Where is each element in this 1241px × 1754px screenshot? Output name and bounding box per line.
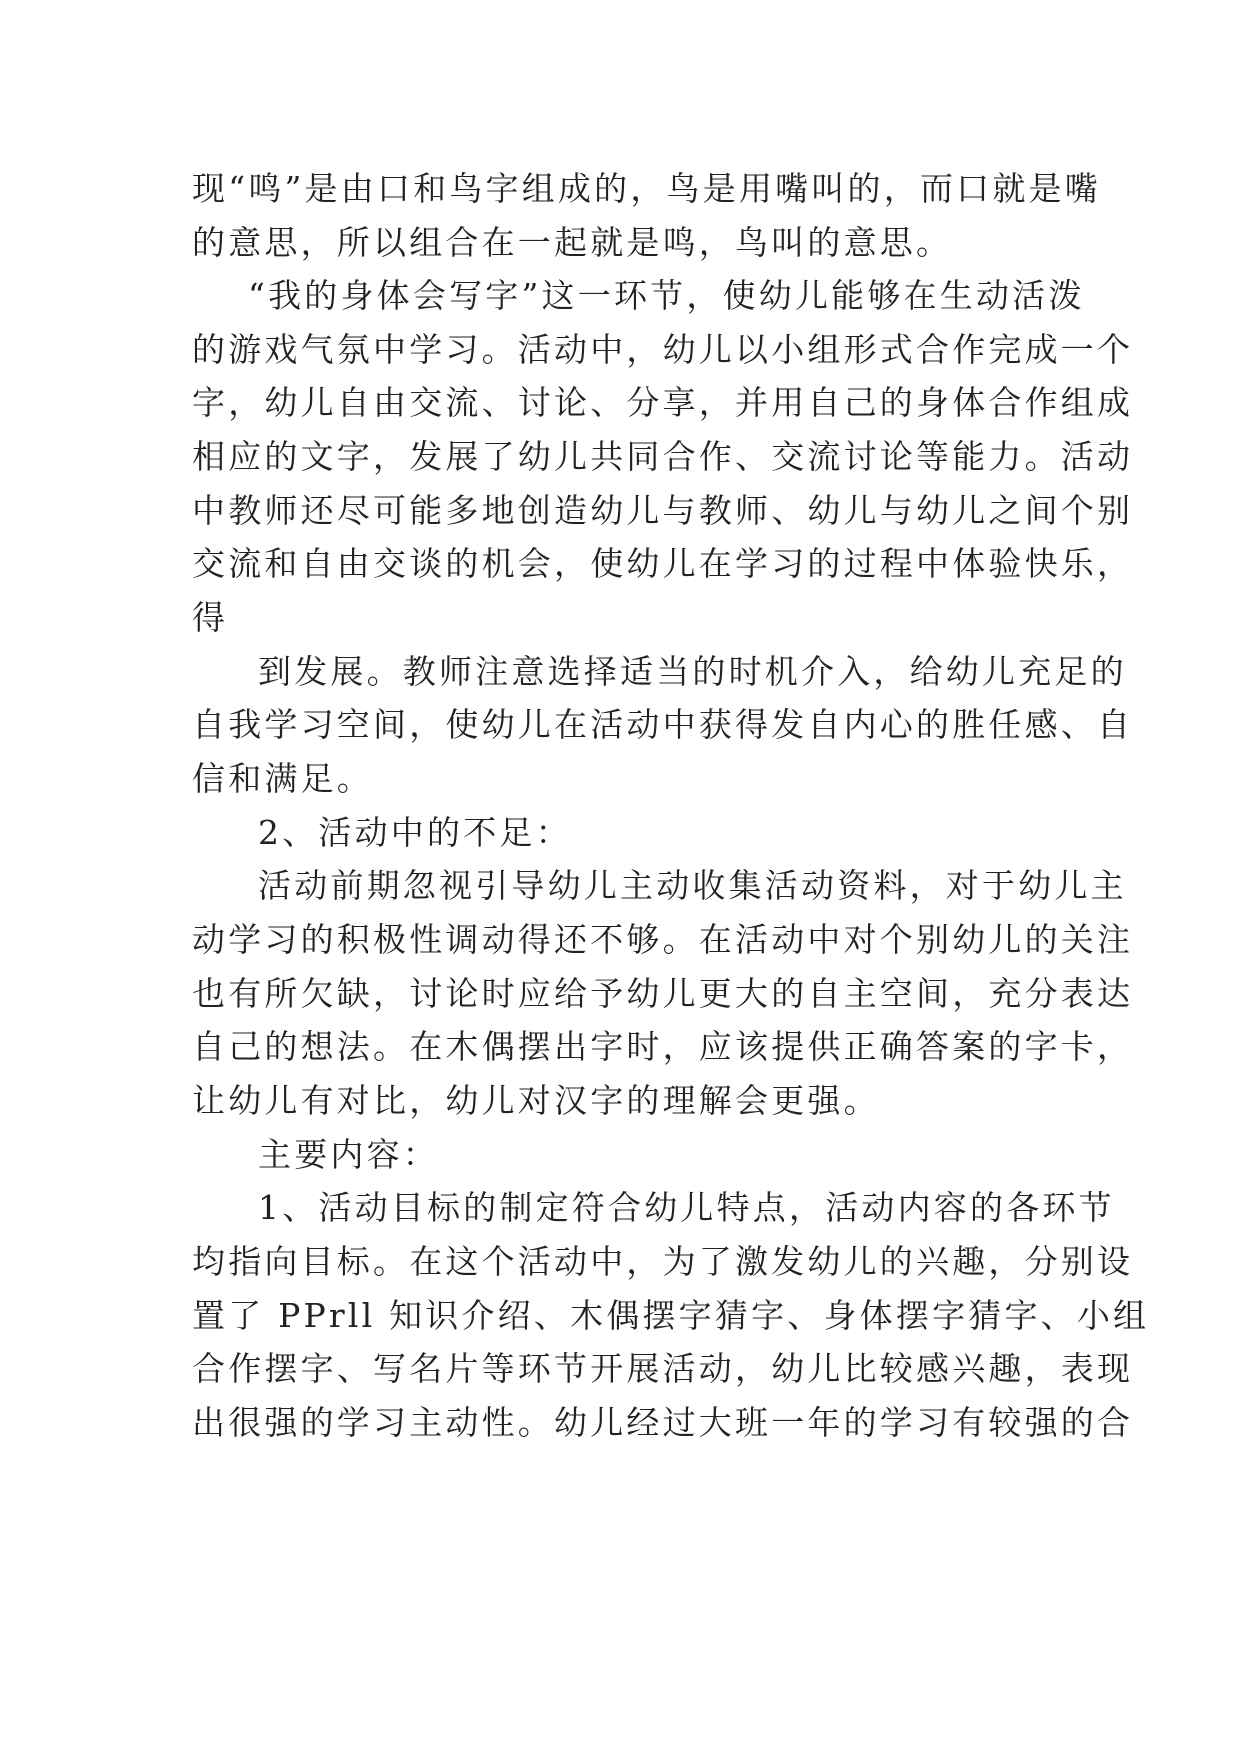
- text-line: 1、活动目标的制定符合幼儿特点，活动内容的各环节: [258, 1188, 1115, 1227]
- text-line: 交流和自由交谈的机会，使幼儿在学习的过程中体验快乐，: [192, 544, 1134, 583]
- text-line: 字，幼儿自由交流、讨论、分享，并用自己的身体合作组成: [192, 383, 1134, 422]
- text-line: “我的身体会写字”这一环节，使幼儿能够在生动活泼: [248, 276, 1085, 315]
- text-line: 的意思，所以组合在一起就是鸣，鸟叫的意思。: [192, 223, 953, 262]
- text-line: 置了 PPrll 知识介绍、木偶摆字猜字、身体摆字猜字、小组: [192, 1296, 1150, 1335]
- text-line: 现“鸣”是由口和鸟字组成的，鸟是用嘴叫的，而口就是嘴: [192, 169, 1101, 208]
- text-line: 中教师还尽可能多地创造幼儿与教师、幼儿与幼儿之间个别: [192, 491, 1134, 530]
- text-line: 均指向目标。在这个活动中，为了激发幼儿的兴趣，分别设: [192, 1242, 1134, 1281]
- text-line: 得: [192, 598, 229, 637]
- text-line: 的游戏气氛中学习。活动中，幼儿以小组形式合作完成一个: [192, 330, 1134, 369]
- text-line: 动学习的积极性调动得还不够。在活动中对个别幼儿的关注: [192, 920, 1134, 959]
- text-line: 也有所欠缺，讨论时应给予幼儿更大的自主空间，充分表达: [192, 974, 1134, 1013]
- text-line: 活动前期忽视引导幼儿主动收集活动资料，对于幼儿主: [258, 866, 1127, 905]
- text-line: 相应的文字，发展了幼儿共同合作、交流讨论等能力。活动: [192, 437, 1134, 476]
- text-line: 自我学习空间，使幼儿在活动中获得发自内心的胜任感、自: [192, 705, 1134, 744]
- text-line: 信和满足。: [192, 759, 373, 798]
- section-heading: 主要内容：: [258, 1135, 439, 1174]
- section-heading: 2、活动中的不足：: [258, 813, 572, 852]
- text-line: 合作摆字、写名片等环节开展活动，幼儿比较感兴趣，表现: [192, 1349, 1134, 1388]
- text-line: 到发展。教师注意选择适当的时机介入，给幼儿充足的: [258, 652, 1127, 691]
- text-line: 让幼儿有对比，幼儿对汉字的理解会更强。: [192, 1081, 880, 1120]
- text-line: 自己的想法。在木偶摆出字时，应该提供正确答案的字卡，: [192, 1027, 1134, 1066]
- text-line: 出很强的学习主动性。幼儿经过大班一年的学习有较强的合: [192, 1403, 1134, 1442]
